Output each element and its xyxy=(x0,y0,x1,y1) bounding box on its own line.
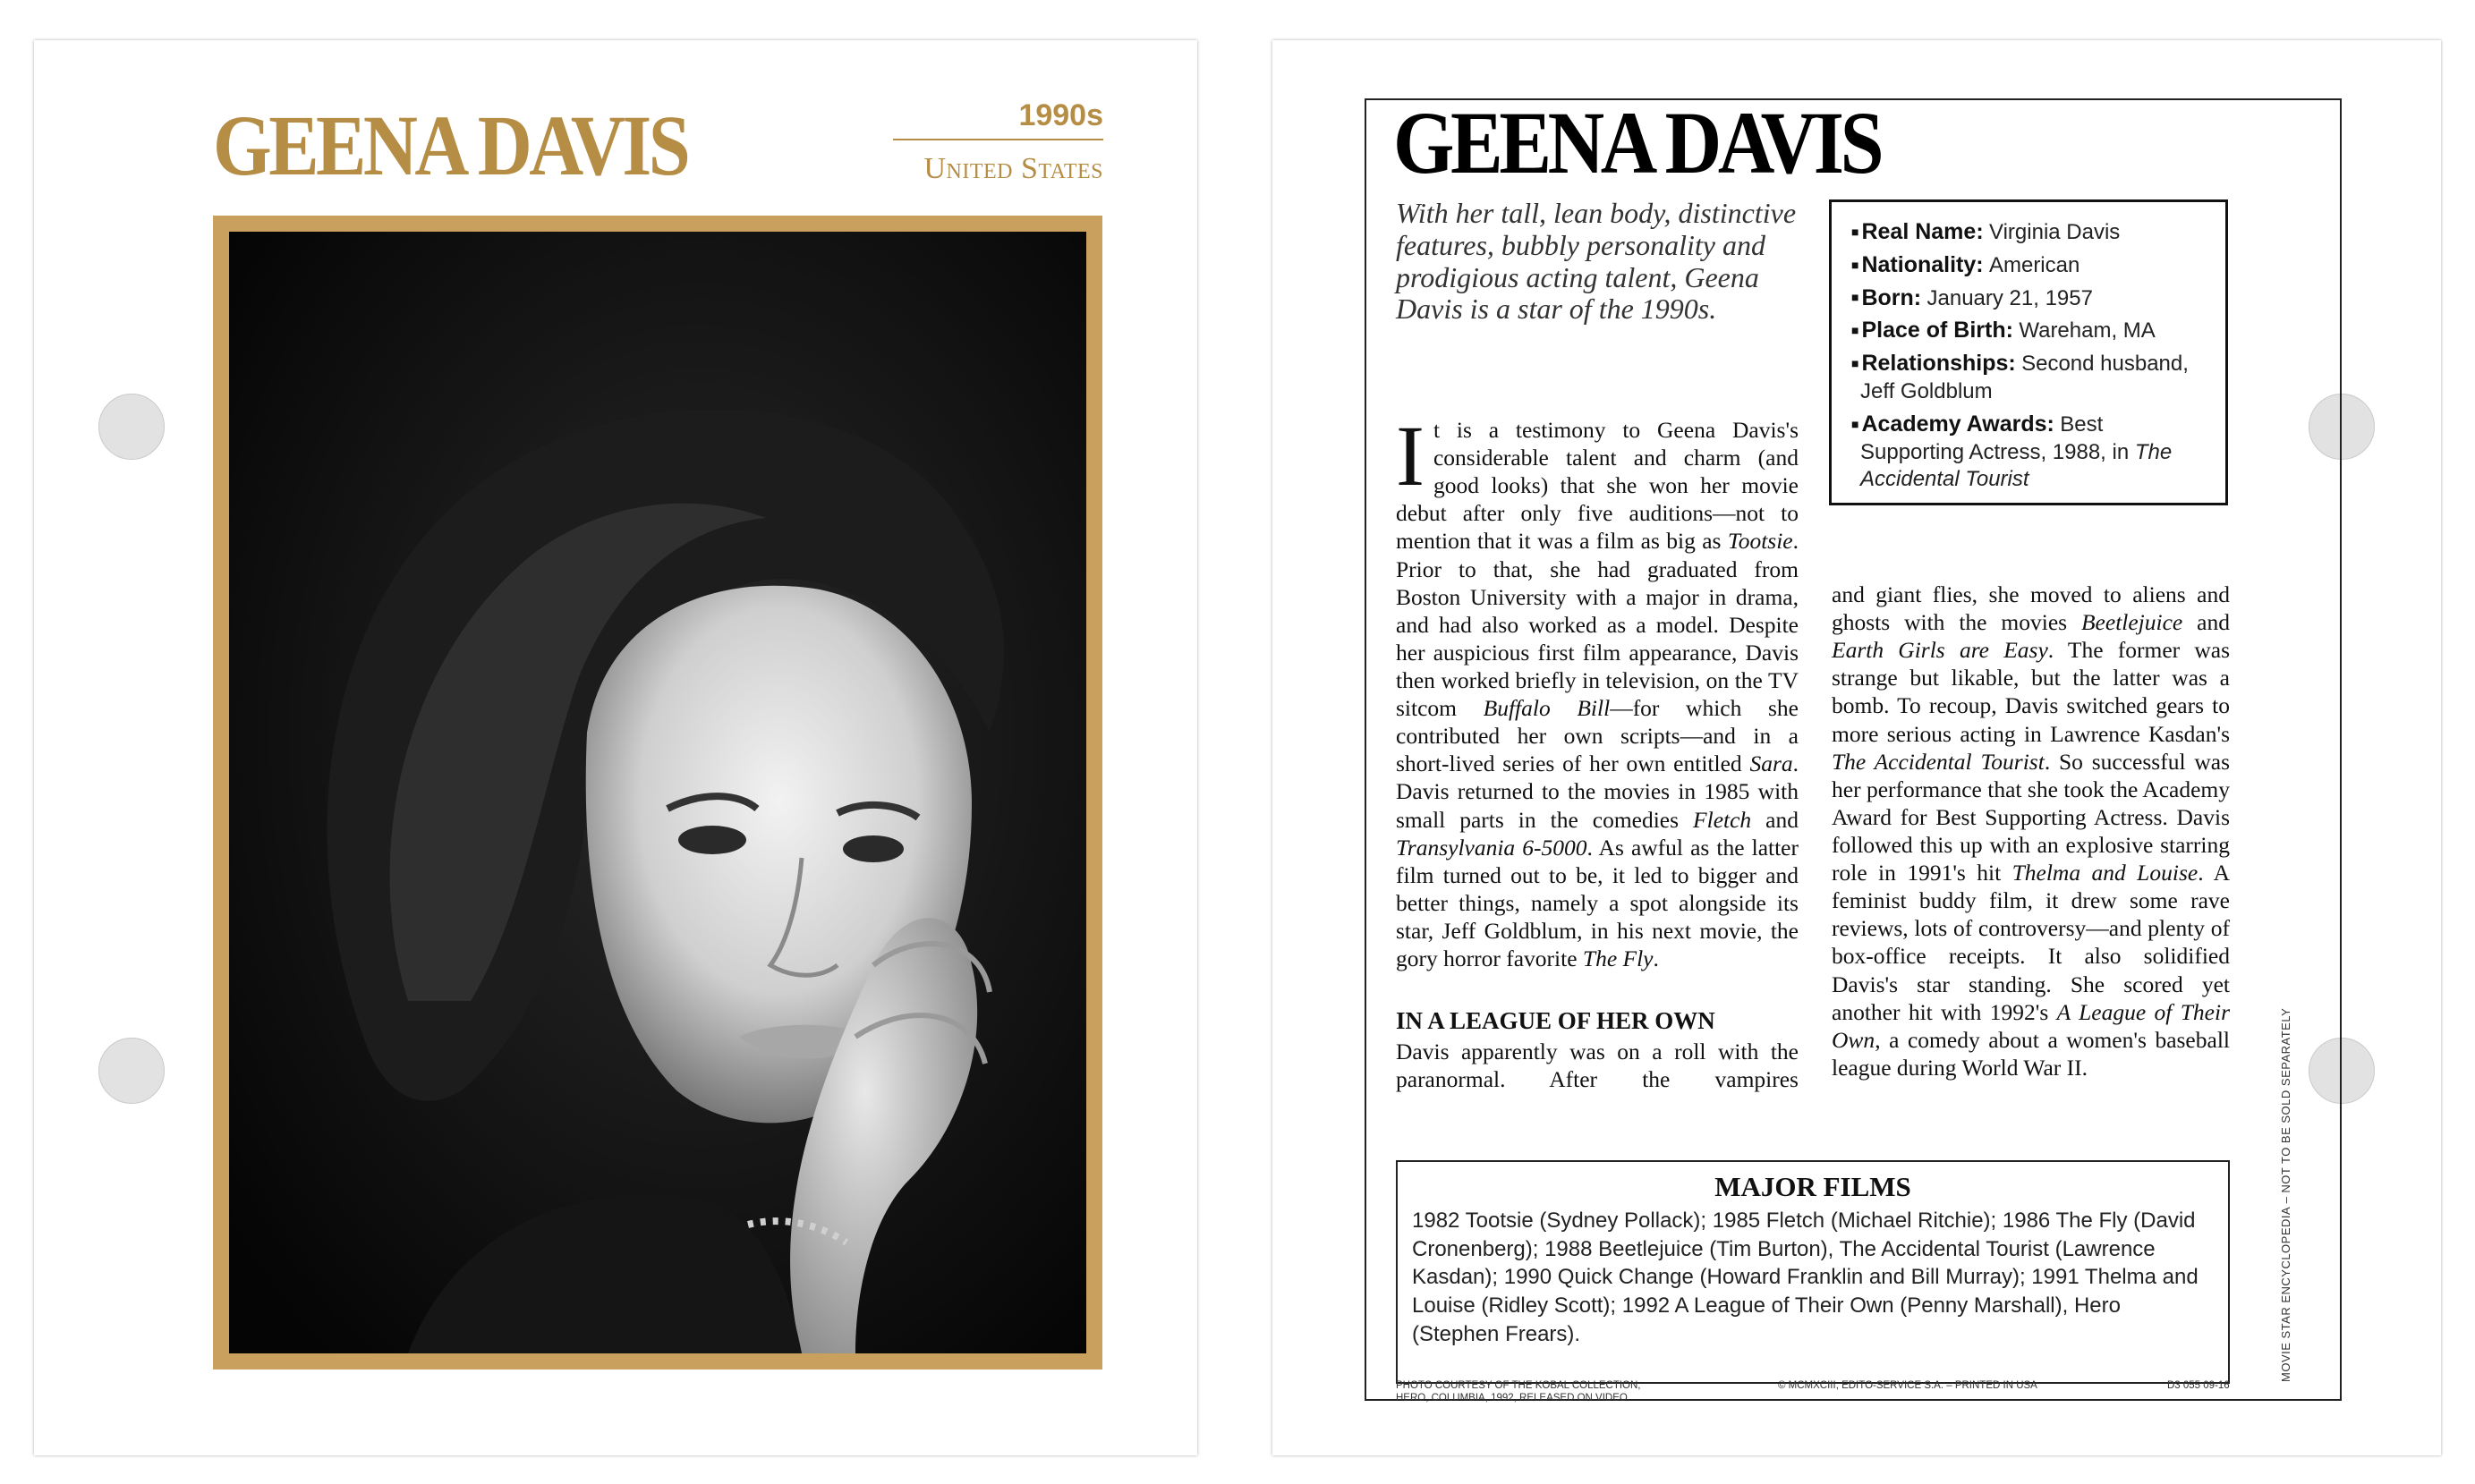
section-subhead: IN A LEAGUE OF HER OWN xyxy=(1396,1007,1715,1035)
portrait-photo xyxy=(229,232,1086,1353)
square-bullet-icon: ■ xyxy=(1851,325,1859,339)
square-bullet-icon: ■ xyxy=(1851,357,1859,371)
article-column-1 xyxy=(1396,408,1799,1093)
major-films-box xyxy=(1396,1160,2230,1384)
country-label: United States xyxy=(923,152,1103,185)
square-bullet-icon: ■ xyxy=(1851,259,1859,273)
front-card xyxy=(34,40,1197,1455)
card-code: D3 055 09-16 xyxy=(2167,1380,2230,1391)
major-films-list: 1982 Tootsie (Sydney Pollack); 1985 Fletch (Michael Ritchie); 1986 The Fly (David Cronenberg); 1988 Beetlejuice (Tim Burton), The Accidental Tourist (Lawrence Kasdan); 1990 Quick Change (Howard Franklin and Bill Murray); 1991 Thelma and Louise (Ridley Scott); 1992 A League of Their Own (Penny Marshall), Hero (Stephen Frears). xyxy=(1412,1208,2199,1346)
fact-born: ■ Born: January 21, 1957 xyxy=(1851,284,2093,310)
photo-credit: PHOTO COURTESY OF THE KOBAL COLLECTION, HERO, COLUMBIA, 1992, RELEASED ON VIDEO xyxy=(1396,1380,1641,1403)
decade-label: 1990s xyxy=(1018,98,1103,132)
intro-text: With her tall, lean body, distinctive features, bubbly personality and prodigious acting talent, Geena Davis is a star of the 1990s. xyxy=(1396,197,1797,326)
fact-box xyxy=(1829,199,2228,505)
portrait-photo-frame xyxy=(213,216,1102,1370)
back-card xyxy=(1272,40,2441,1455)
fact-nationality: ■ Nationality: American xyxy=(1851,251,2080,277)
square-bullet-icon: ■ xyxy=(1851,418,1859,432)
fact-relationships: ■ Relationships: Second husband, Jeff Goldblum xyxy=(1851,351,2189,403)
fact-real-name: ■ Real Name: Virginia Davis xyxy=(1851,219,2121,244)
drop-cap: I xyxy=(1396,408,1425,504)
side-note: MOVIE STAR ENCYCLOPEDIA – NOT TO BE SOLD SEPARATELY xyxy=(2279,1007,2292,1382)
copyright-notice: © MCMXCIII, EDITO-SERVICE S.A. – PRINTED IN USA xyxy=(1778,1380,2037,1391)
actor-name-title: GEENA DAVIS xyxy=(213,98,688,193)
fact-academy-awards: ■ Academy Awards: Best Supporting Actress, 1988, in The Accidental Tourist xyxy=(1851,411,2173,492)
binder-hole xyxy=(98,394,165,460)
fact-place-of-birth: ■ Place of Birth: Wareham, MA xyxy=(1851,318,2156,343)
article-paragraph-1: t is a testimony to Geena Davis's considerable talent and charm (and good looks) that she won her movie debut after only five auditions—not to mention that it was a film as big as Tootsie. Prior to that, she had graduated from Boston University with a major in drama, and had also worked as a model. Despite her auspicious first film appearance, Davis then worked briefly in television, on the TV sitcom Buffalo Bill—for which she contributed her own scripts—and in a short-lived series of her own entitled Sara. Davis returned to the movies in 1985 with small parts in the comedies Fletch and Transylvania 6-5000. As awful as the latter film turned out to be, it led to bigger and better things, namely a spot alongside its star, Jeff Goldblum, in his next movie, the gory horror favorite The Fly. xyxy=(1396,417,1799,972)
actor-name-heading: GEENA DAVIS xyxy=(1393,93,1881,192)
article-column-2: and giant flies, she moved to aliens and ghosts with the movies Beetlejuice and Earth Girls are Easy. The former was strange but likable, but the latter was a bomb. To recoup, Davis switched gears to more serious acting in Lawrence Kasdan's The Accidental Tourist. So successful was her performance that she took the Academy Award for Best Supporting Actress. Davis followed this up with an explosive starring role in 1991's hit Thelma and Louise. A feminist buddy film, it drew some rave reviews, lots of controversy—and plenty of box-office receipts. It also solidified Davis's star standing. She scored yet another hit with 1992's A League of Their Own, a comedy about a women's baseball league during World War II. xyxy=(1832,581,2231,1081)
binder-hole xyxy=(98,1038,165,1104)
square-bullet-icon: ■ xyxy=(1851,225,1859,240)
article-paragraph-2: Davis apparently was on a roll with the paranormal. After the vampires xyxy=(1396,1039,1799,1093)
square-bullet-icon: ■ xyxy=(1851,292,1859,306)
divider xyxy=(893,139,1103,140)
major-films-title: MAJOR FILMS xyxy=(1714,1171,1911,1202)
